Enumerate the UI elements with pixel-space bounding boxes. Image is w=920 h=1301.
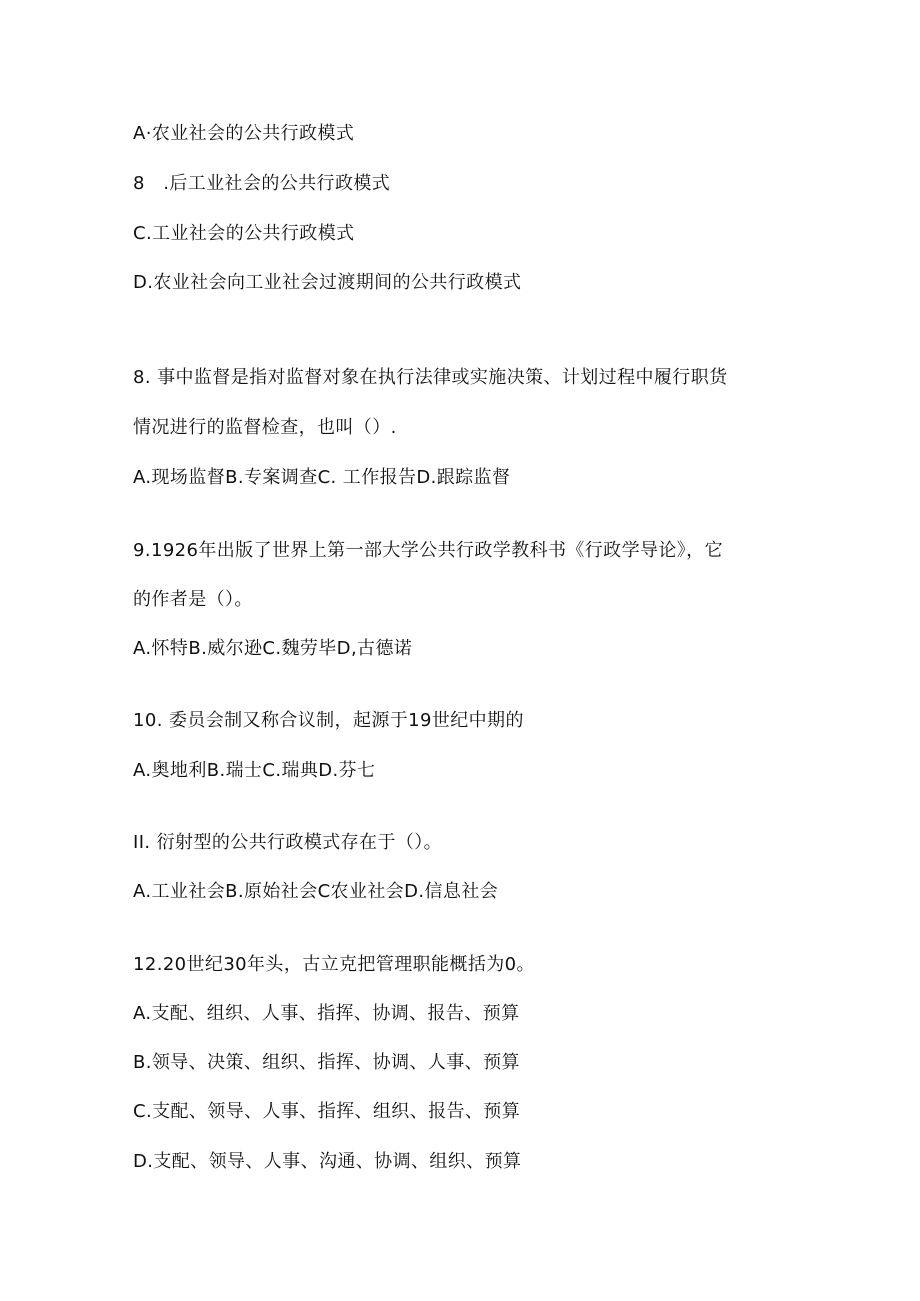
question-11-options: A.工业社会B.原始社会C农业社会D.信息社会 [133, 881, 499, 902]
question-12-text: 12.20世纪30年头，古立克把管理职能概括为0。 [133, 954, 535, 975]
option-d-transition: D.农业社会向工业社会过渡期间的公共行政模式 [133, 272, 522, 293]
question-8-line-1: 8. 事中监督是指对监督对象在执行法律或实施决策、计划过程中履行职货 [133, 367, 728, 388]
question-9-options: A.怀特B.威尔逊C.魏劳毕D,古德诺 [133, 638, 413, 659]
question-12-option-c: C.支配、领导、人事、指挥、组织、报告、预算 [133, 1101, 521, 1122]
question-9-line-2: 的作者是（）。 [133, 589, 253, 610]
option-a-agricultural: A·农业社会的公共行政模式 [133, 123, 355, 144]
question-12-option-a: A.支配、组织、人事、指挥、协调、报告、预算 [133, 1003, 520, 1024]
question-10-options: A.奥地利B.瑞士C.瑞典D.芬七 [133, 760, 376, 781]
question-8-options: A.现场监督B.专案调查C. 工作报告D.跟踪监督 [133, 467, 511, 488]
option-c-industrial: C.工业社会的公共行政模式 [133, 223, 355, 244]
question-12-option-d: D.支配、领导、人事、沟通、协调、组织、预算 [133, 1151, 522, 1172]
question-8-line-2: 情况进行的监督检查，也叫（）. [133, 417, 397, 438]
option-b-post-industrial: 8 .后工业社会的公共行政模式 [133, 173, 391, 194]
question-9-line-1: 9.1926年出版了世界上第一部大学公共行政学教科书《行政学导论》，它 [133, 540, 723, 561]
question-12-option-b: B.领导、决策、组织、指挥、协调、人事、预算 [133, 1052, 520, 1073]
question-10-text: 10. 委员会制又称合议制，起源于19世纪中期的 [133, 710, 524, 731]
question-11-text: II. 衍射型的公共行政模式存在于（）。 [133, 832, 443, 853]
